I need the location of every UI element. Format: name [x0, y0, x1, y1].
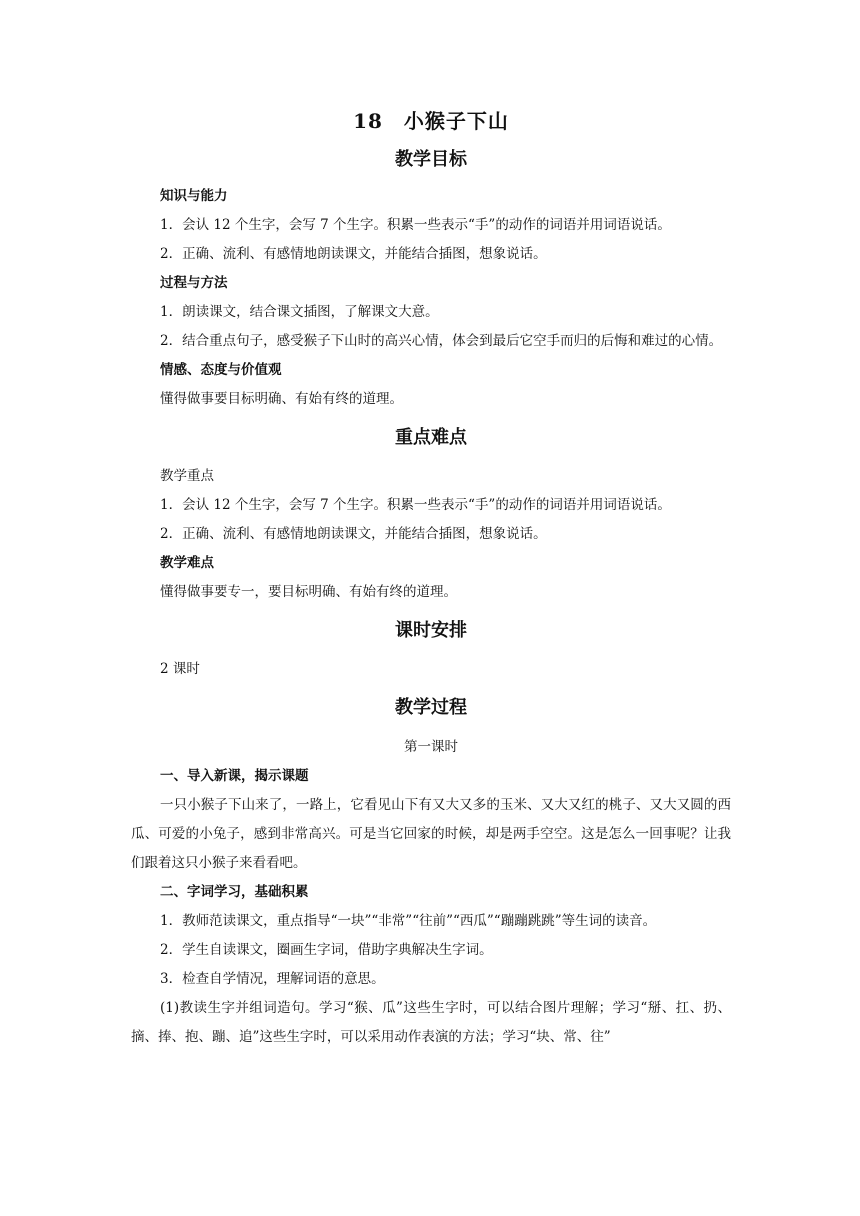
paragraph: 2．正确、流利、有感情地朗读课文，并能结合插图，想象说话。 [160, 246, 547, 262]
paragraph: 1．会认 12 个生字，会写 7 个生字。积累一些表示“手”的动作的词语并用词语说话。 [160, 497, 671, 513]
paragraph: 懂得做事要目标明确、有始有终的道理。 [160, 391, 403, 407]
paragraph: 3．检查自学情况，理解词语的意思。 [160, 971, 385, 987]
paragraph: 懂得做事要专一，要目标明确、有始有终的道理。 [160, 584, 457, 600]
subheading-process: 过程与方法 [160, 275, 228, 291]
lesson-label: 第一课时 [404, 739, 458, 755]
document-title: 18 小猴子下山 [353, 109, 509, 133]
paragraph: 2．学生自读课文，圈画生字词，借助字典解决生字词。 [160, 942, 493, 958]
schedule-text: 2 课时 [160, 661, 200, 677]
subheading-knowledge: 知识与能力 [160, 188, 228, 204]
paragraph: 1．会认 12 个生字，会写 7 个生字。积累一些表示“手”的动作的词语并用词语说话。 [160, 217, 671, 233]
section-heading-schedule: 课时安排 [395, 620, 467, 641]
document-page [131, 104, 731, 1052]
paragraph: (1)教读生字并组词造句。学习“猴、瓜”这些生字时，可以结合图片理解；学习“掰、扛、扔、摘、捧、抱、蹦、追”这些生字时，可以采用动作表演的方法；学习“块、常、往” [131, 1000, 731, 1045]
section-heading-objectives: 教学目标 [395, 149, 467, 170]
paragraph: 1．教师范读课文，重点指导“一块”“非常”“往前”“西瓜”“蹦蹦跳跳”等生词的读音。 [160, 913, 657, 929]
paragraph: 2．结合重点句子，感受猴子下山时的高兴心情，体会到最后它空手而归的后悔和难过的心情。 [160, 333, 723, 349]
paragraph: 1．朗读课文，结合课文插图，了解课文大意。 [160, 304, 439, 320]
paragraph: 2．正确、流利、有感情地朗读课文，并能结合插图，想象说话。 [160, 526, 547, 542]
section-heading-process: 教学过程 [395, 697, 467, 718]
subheading-focus: 教学重点 [160, 468, 214, 484]
paragraph: 一只小猴子下山来了，一路上，它看见山下有又大又多的玉米、又大又红的桃子、又大又圆的西瓜、可爱的小兔子，感到非常高兴。可是当它回家的时候，却是两手空空。这是怎么一回事呢？让我们跟着这只小猴子来看看吧。 [131, 797, 731, 871]
section-heading-key-points: 重点难点 [395, 427, 467, 448]
subheading-part1: 一、导入新课，揭示课题 [160, 768, 309, 784]
subheading-part2: 二、字词学习，基础积累 [160, 884, 309, 900]
subheading-emotion: 情感、态度与价值观 [160, 362, 282, 378]
subheading-difficulty: 教学难点 [160, 555, 214, 571]
